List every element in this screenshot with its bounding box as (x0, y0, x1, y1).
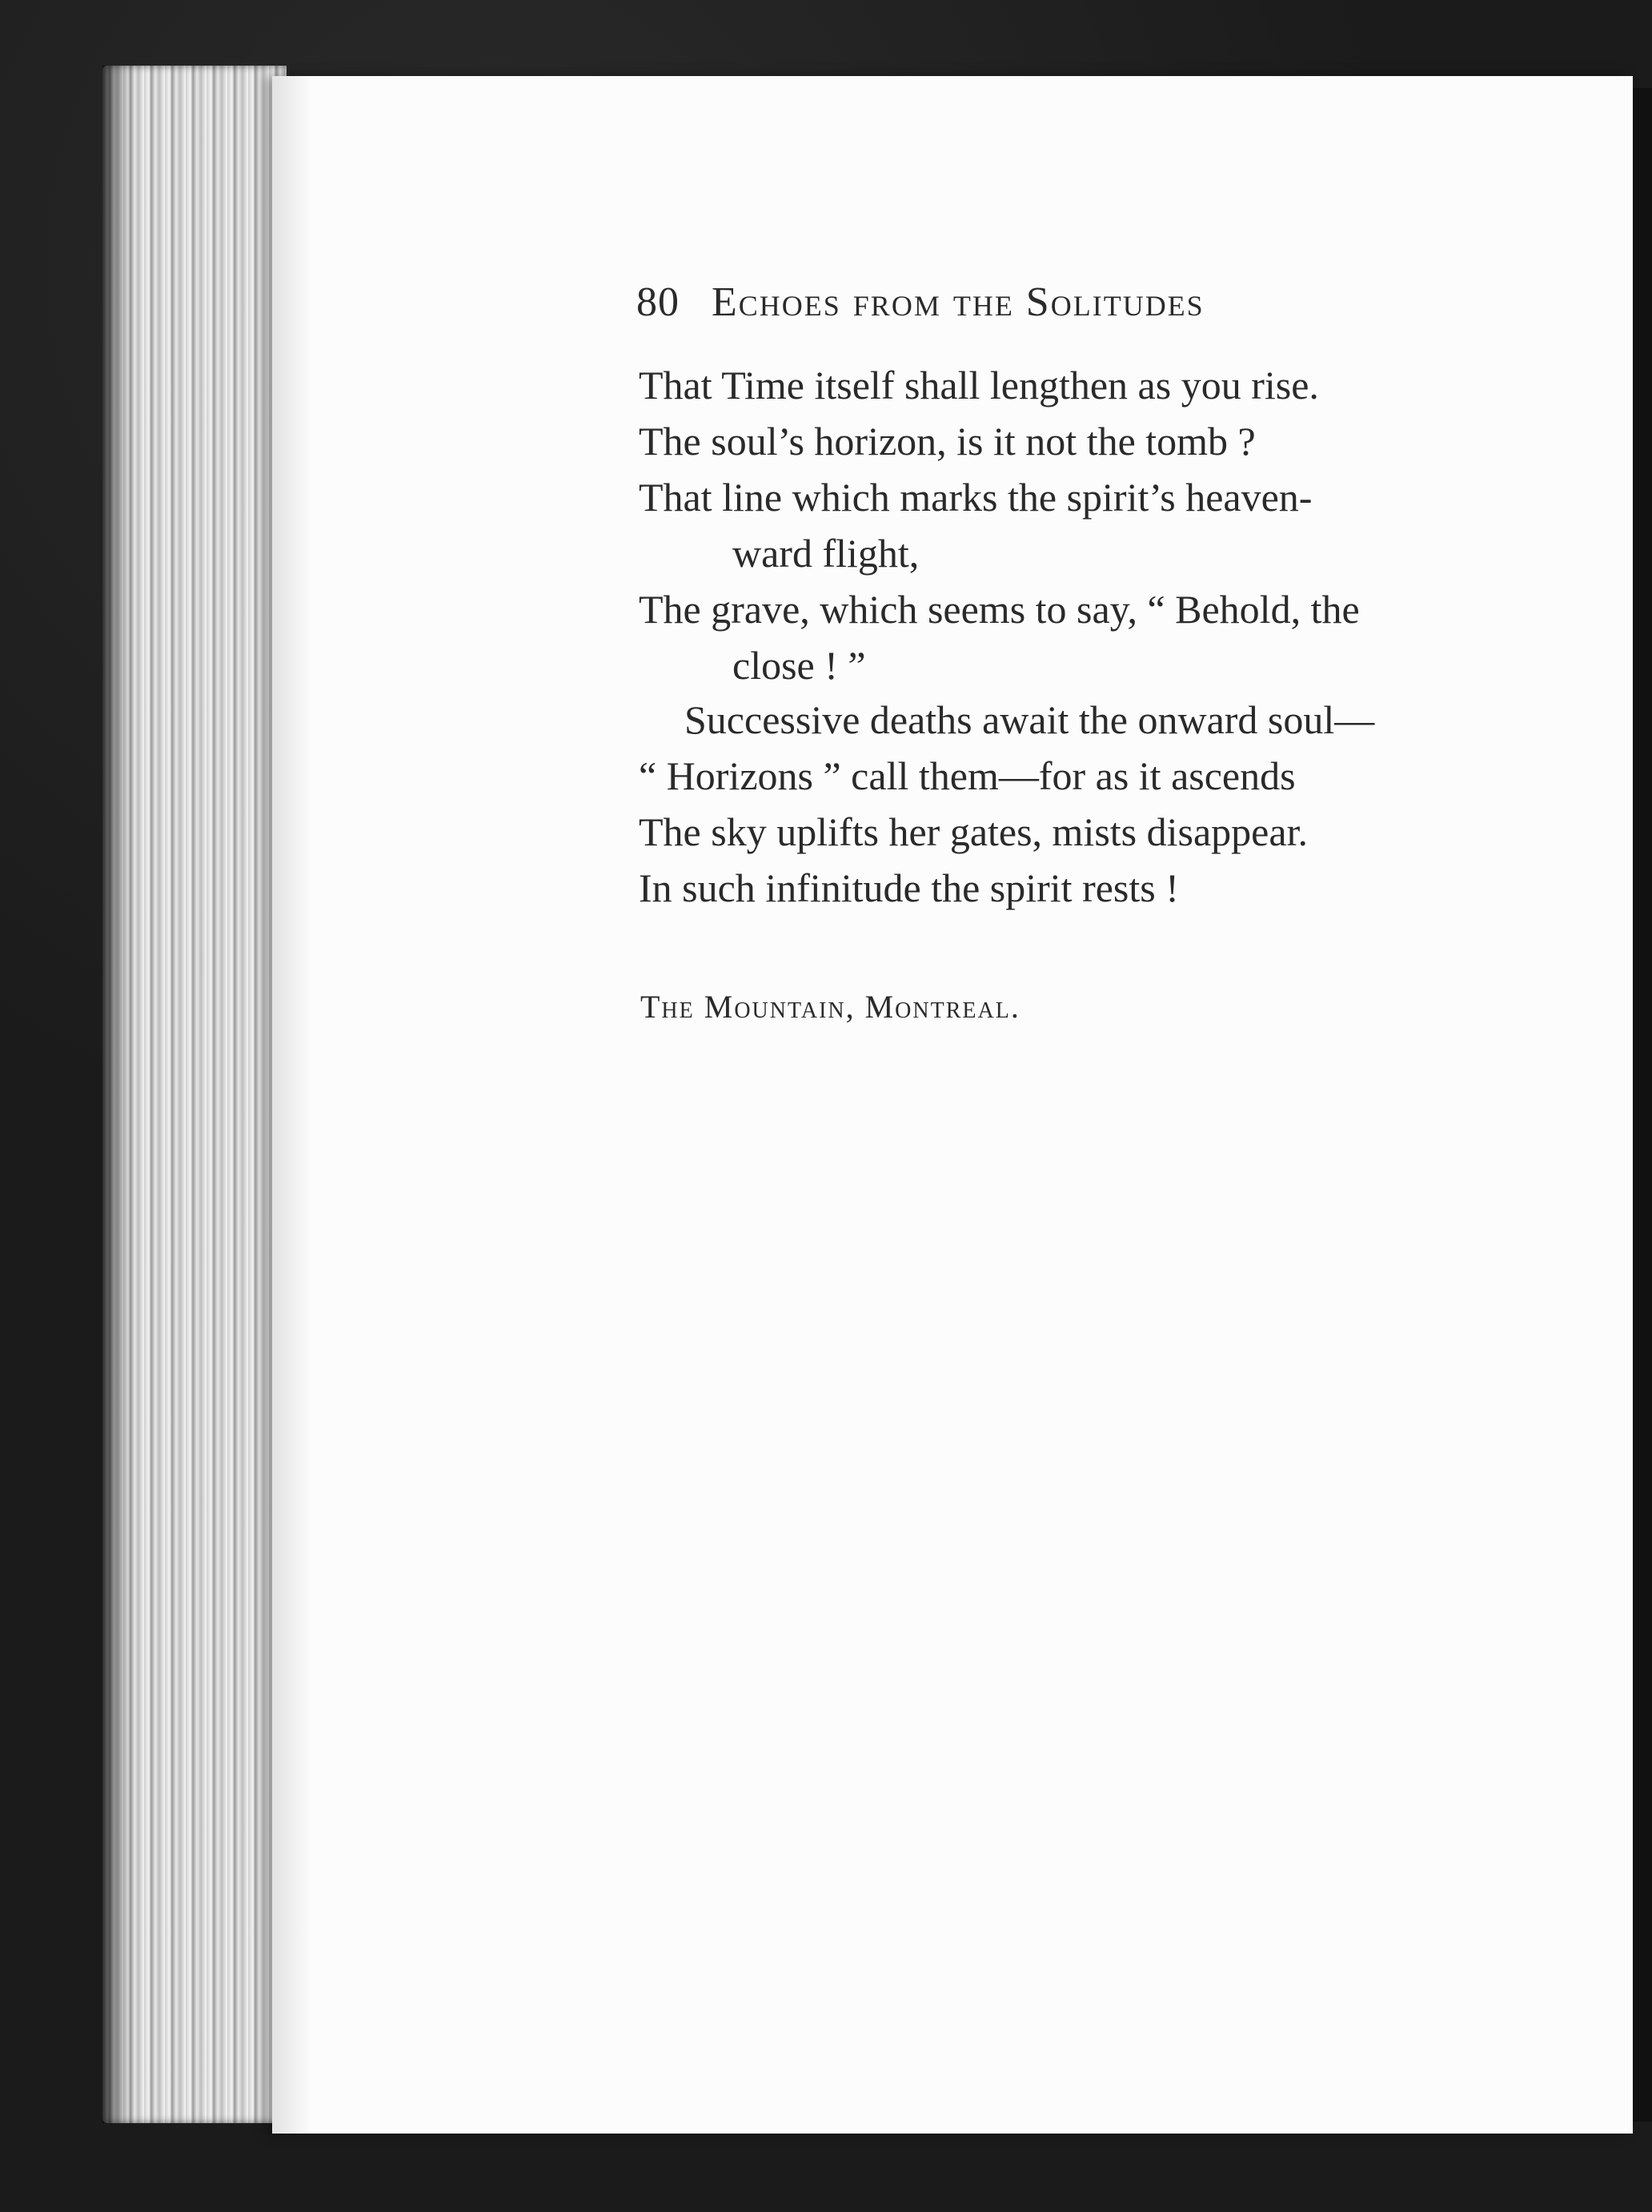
poem-line: Successive deaths await the onward soul— (684, 697, 1375, 742)
page-edges (102, 66, 287, 2123)
page-number: 80 (636, 279, 680, 325)
poem-line-turnover: close ! ” (732, 643, 866, 688)
poem-line: That line which marks the spirit’s heaven- (639, 475, 1313, 520)
poem-line-turnover: ward flight, (732, 531, 920, 576)
poem-line: The grave, which seems to say, “ Behold, the (639, 587, 1360, 632)
poem-line: The soul’s horizon, is it not the tomb ? (639, 419, 1256, 464)
scan-right-edge (1633, 88, 1652, 2122)
gutter-shadow (272, 76, 312, 2134)
poem-line: In such infinitude the spirit rests ! (639, 865, 1179, 910)
poem-line: The sky uplifts her gates, mists disappear. (639, 809, 1308, 854)
location-signature: The Mountain, Montreal. (640, 989, 1020, 1025)
running-head (636, 279, 1205, 326)
poem-line: That Time itself shall lengthen as you rise. (639, 363, 1319, 407)
book-title: Echoes from the Solitudes (712, 279, 1205, 325)
poem-line: “ Horizons ” call them—for as it ascends (639, 753, 1296, 798)
